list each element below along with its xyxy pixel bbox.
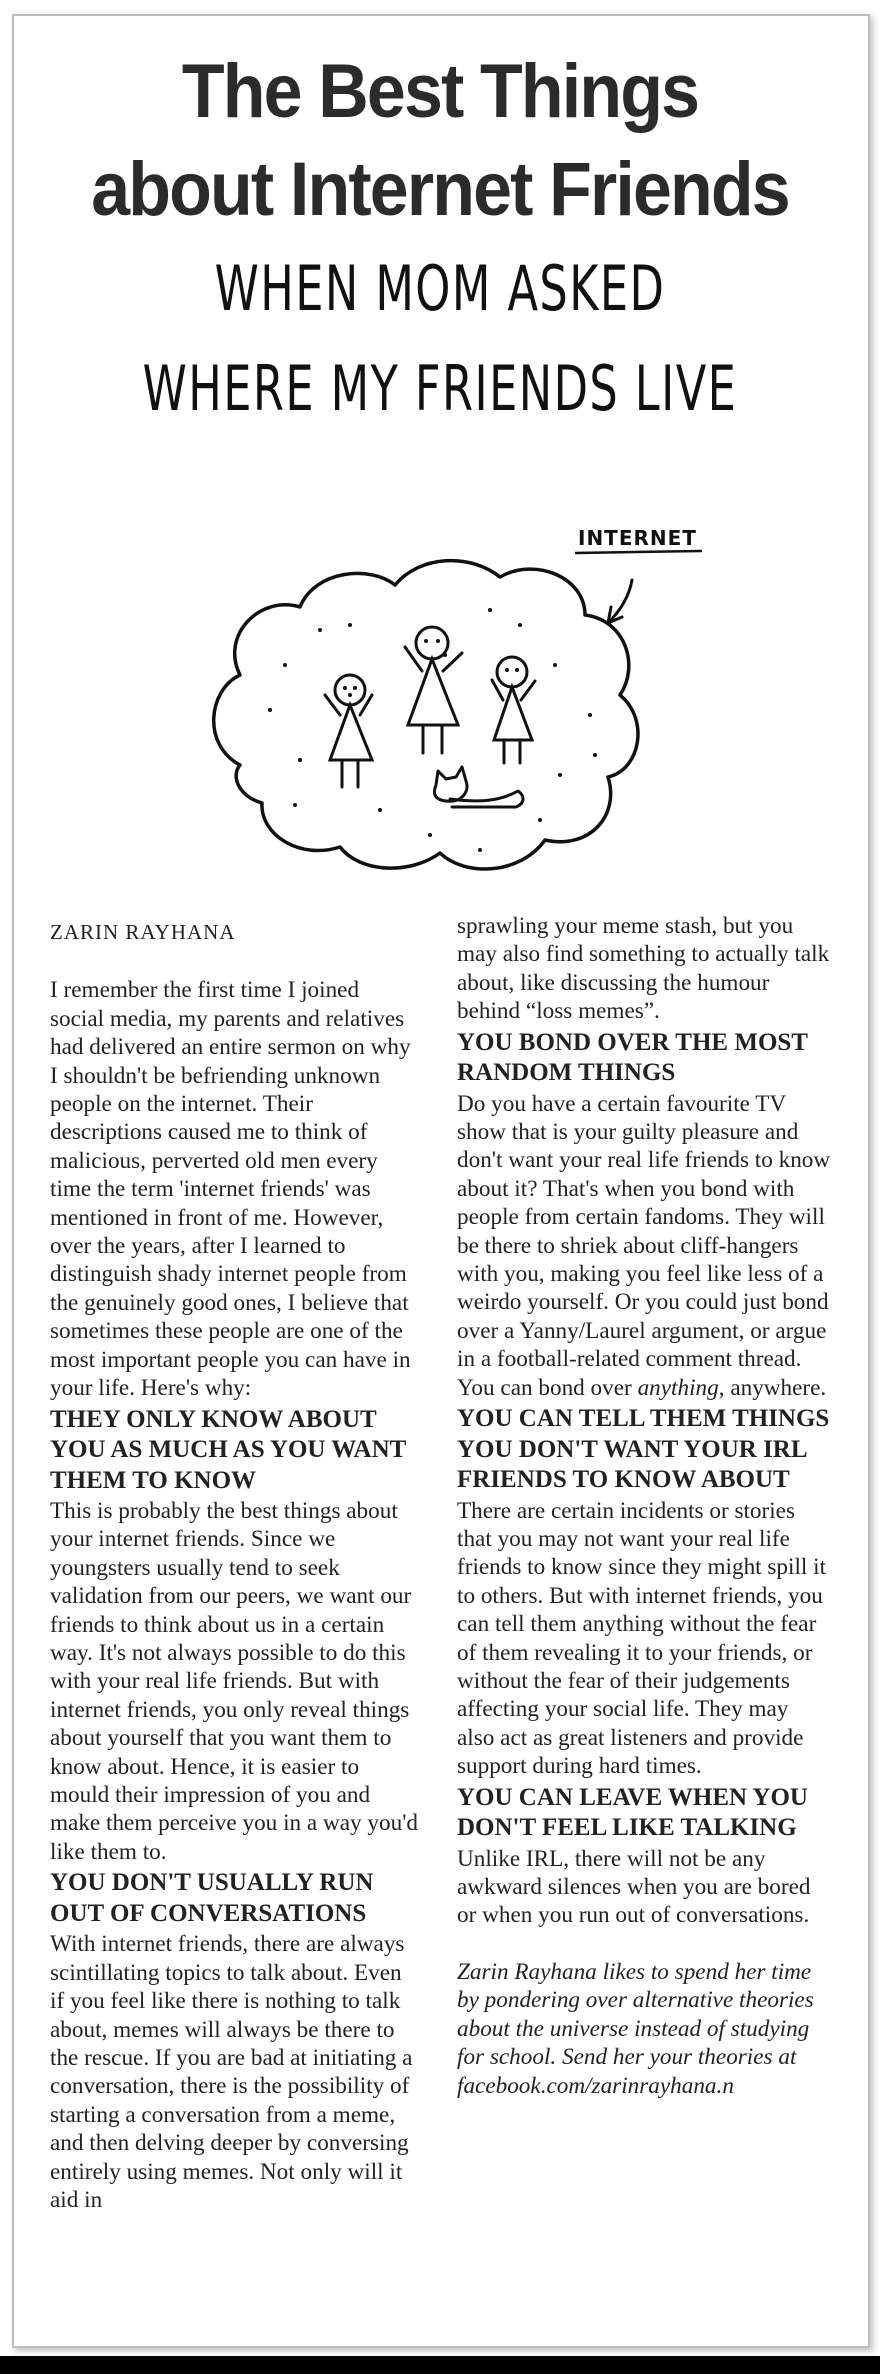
intro-paragraph: I remember the first time I joined social media, my parents and relatives had delivered an entire sermon on why I shouldn't be befriending unknown people on the internet. Their descriptions caused me to think of malicious, perverted old men every time the term 'internet friends' was mentioned in front of me. However, over the years, after I learned to distinguish shady internet people from the genuinely good ones, I believe that sometimes these people are one of the most important people you can have in your life. Here's why: [50,977,411,1402]
section-body [457,1090,831,1402]
friend-figure-left [325,675,372,787]
headline-line-2: about Internet Friends [91,147,789,232]
headline-line-1: The Best Things [181,49,699,134]
internet-label: INTERNET [578,526,697,550]
section-heading: THEY ONLY KNOW ABOUT YOU AS MUCH AS YOU WANT THEM TO KNOW [50,1405,406,1494]
comic-caption-line-2: WHERE MY FRIENDS LIVE [142,352,738,425]
section-body-continued: sprawling your meme stash, but you may also find something to actually talk about, like discussing the humour behind “loss memes”. [457,913,830,1025]
section-body-text: Do you have a certain favourite TV show that is your guilty pleasure and don't want your real life friends to know about it? That's when you bond with people from certain fandoms. They will be there to shriek about cliff-hangers with you, making you feel like less of a weirdo yourself. Or you could just bond over a Yanny/Laurel argument, or argue in a football-related comment thread. You can bond over [457,1090,831,1401]
section-heading: YOU CAN TELL THEM THINGS YOU DON'T WANT YOUR IRL FRIENDS TO KNOW ABOUT [457,1405,830,1494]
cloud-shape [214,561,638,869]
comic-caption-line-1: WHEN MOM ASKED [214,252,666,325]
byline: ZARIN RAYHANA [50,920,236,944]
friend-figure-right [492,657,535,763]
article-column-left [50,912,418,2214]
section-body: There are certain incidents or stories that you may not want your real life friends to know since they might spill it to others. But with internet friends, you can tell them anything without the fear of them revealing it to your friends, or without the fear of their judgements affecting your social life. They may also act as great listeners and provide support during hard times. [457,1497,827,1780]
section-body-text: , anywhere. [718,1374,827,1401]
label-underline [575,551,702,553]
section-heading: YOU DON'T USUALLY RUN OUT OF CONVERSATIONS [50,1869,374,1927]
section-body: With internet friends, there are always scintillating topics to talk about. Even if you feel like there is nothing to talk about, memes will always be there to the rescue. If you are bad at initiating a conversation, there is the possibility of starting a conversation from a meme, and then delving deeper by conversing entirely using memes. Not only will it aid in [50,1931,413,2213]
section-heading: YOU BOND OVER THE MOST RANDOM THINGS [457,1028,808,1087]
emphasis-word: anything [637,1374,719,1401]
section-body: Unlike IRL, there will not be any awkward silences when you are bored or when you run out of conversations. [457,1845,811,1929]
section-body: This is probably the best things about your internet friends. Since we youngsters usually tend to seek validation from our peers, we want our friends to think about us in a certain way. It's not always possible to do this with your real life friends. But with internet friends, you only reveal things about yourself that you want them to know about. Hence, it is easier to mould their impression of you and make them perceive you in a way you'd like them to. [50,1498,418,1865]
article-column-right [457,912,831,2100]
comic-illustration [200,515,720,895]
friend-figure-middle [405,627,462,753]
bottom-bar [0,2356,880,2374]
author-note: Zarin Rayhana likes to spend her time by pondering over alternative theories about the universe instead of studying for school. Send her your theories at facebook.com/zarinrayhana.n [457,1958,814,2099]
section-heading: YOU CAN LEAVE WHEN YOU DON'T FEEL LIKE TALKING [457,1783,808,1842]
star-dots [268,608,597,852]
cat-icon [434,767,523,807]
